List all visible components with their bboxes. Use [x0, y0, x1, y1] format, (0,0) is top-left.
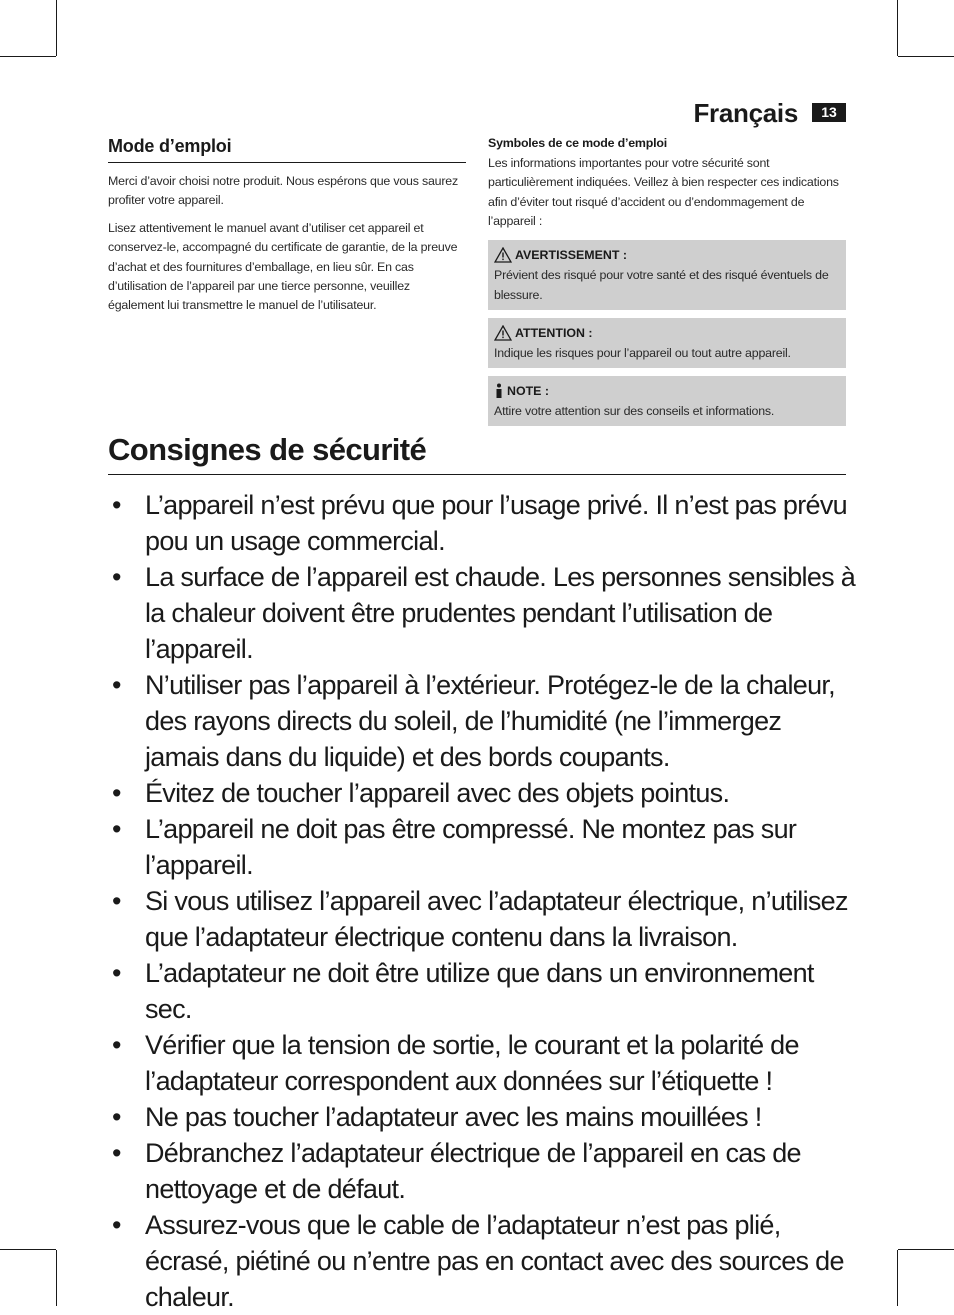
bullet-icon: •: [112, 1102, 121, 1132]
symbols-intro: Les informations importantes pour votre sécurité sont particulièrement indiquées. Veillez à bien respecter ces indications afin d’éviter tout risqué d’accident ou d’endommagement de l’appareil :: [488, 156, 839, 229]
mode-emploi-section: [108, 136, 466, 324]
symbols-section: [488, 136, 846, 426]
warning-box: [488, 240, 846, 310]
crop-mark: [898, 1249, 954, 1250]
bullet-icon: •: [112, 1030, 121, 1060]
attention-text: Indique les risques pour l’appareil ou tout autre appareil.: [494, 345, 791, 360]
warning-triangle-icon: [494, 325, 512, 341]
safety-item: • Débranchez l’adaptateur électrique de l’appareil en cas de nettoyage et de défaut.: [108, 1135, 856, 1207]
safety-list: [108, 487, 856, 1315]
note-label: NOTE :: [507, 383, 549, 398]
safety-item: • La surface de l’appareil est chaude. Les personnes sensibles à la chaleur doivent être prudentes pendant l’utilisation de l’appareil.: [108, 559, 856, 667]
warning-triangle-icon: [494, 247, 512, 263]
crop-mark: [897, 0, 898, 56]
safety-item: • L’appareil n’est prévu que pour l’usage privé. Il n’est pas prévu pou un usage commercial.: [108, 487, 856, 559]
attention-label: ATTENTION :: [515, 325, 593, 340]
instructions-paragraph: Lisez attentivement le manuel avant d’utiliser cet appareil et conservez-le, accompagné du certificate de garantie, de la preuve d’achat et des fournitures d’emballage, en lieu sûr. En cas d’utilisation de l’appareil par une tierce personne, veuillez également lui transmettre le manuel de l’utilisateur.: [108, 220, 458, 313]
page-header: [693, 98, 846, 129]
bullet-icon: •: [112, 562, 121, 592]
note-box: [488, 376, 846, 426]
bullet-icon: •: [112, 886, 121, 916]
bullet-icon: •: [112, 814, 121, 844]
safety-item: • N’utiliser pas l’appareil à l’extérieur. Protégez-le de la chaleur, des rayons directs du soleil, de l’humidité (ne l’immergez jamais dans du liquide) et des bords coupants.: [108, 667, 856, 775]
crop-mark: [56, 1250, 57, 1306]
safety-item: • L’adaptateur ne doit être utilize que dans un environnement sec.: [108, 955, 856, 1027]
crop-mark: [897, 1250, 898, 1306]
intro-paragraph: Merci d’avoir choisi notre produit. Nous espérons que vous saurez profiter votre appareil.: [108, 174, 458, 208]
warning-text: Prévient des risqué pour votre santé et des risqué éventuels de blessure.: [494, 267, 829, 302]
warning-label: AVERTISSEMENT :: [515, 247, 627, 262]
crop-mark: [898, 56, 954, 57]
crop-mark: [0, 1249, 56, 1250]
bullet-icon: •: [112, 1138, 121, 1168]
crop-mark: [0, 56, 56, 57]
safety-item: • Si vous utilisez l’appareil avec l’adaptateur électrique, n’utilisez que l’adaptateur électrique contenu dans la livraison.: [108, 883, 856, 955]
language-label: Français: [693, 98, 798, 128]
info-icon: [494, 383, 504, 399]
safety-title: Consignes de sécurité: [108, 432, 846, 475]
symbols-heading: Symboles de ce mode d’emploi: [488, 136, 667, 150]
safety-item: • Ne pas toucher l’adaptateur avec les mains mouillées !: [108, 1099, 856, 1135]
bullet-icon: •: [112, 958, 121, 988]
mode-emploi-heading: Mode d’emploi: [108, 136, 466, 163]
note-text: Attire votre attention sur des conseils et informations.: [494, 403, 775, 418]
safety-item: • Évitez de toucher l’appareil avec des objets pointus.: [108, 775, 856, 811]
safety-item: • L’appareil ne doit pas être compressé. Ne montez pas sur l’appareil.: [108, 811, 856, 883]
page-number: 13: [812, 103, 846, 122]
safety-item: • Assurez-vous que le cable de l’adaptateur n’est pas plié, écrasé, piétiné ou n’entre pas en contact avec des sources de chaleur.: [108, 1207, 856, 1315]
safety-item: • Vérifier que la tension de sortie, le courant et la polarité de l’adaptateur correspondent aux données sur l’étiquette !: [108, 1027, 856, 1099]
attention-box: [488, 318, 846, 368]
bullet-icon: •: [112, 670, 121, 700]
bullet-icon: •: [112, 1210, 121, 1240]
crop-mark: [56, 0, 57, 56]
bullet-icon: •: [112, 490, 121, 520]
bullet-icon: •: [112, 778, 121, 808]
